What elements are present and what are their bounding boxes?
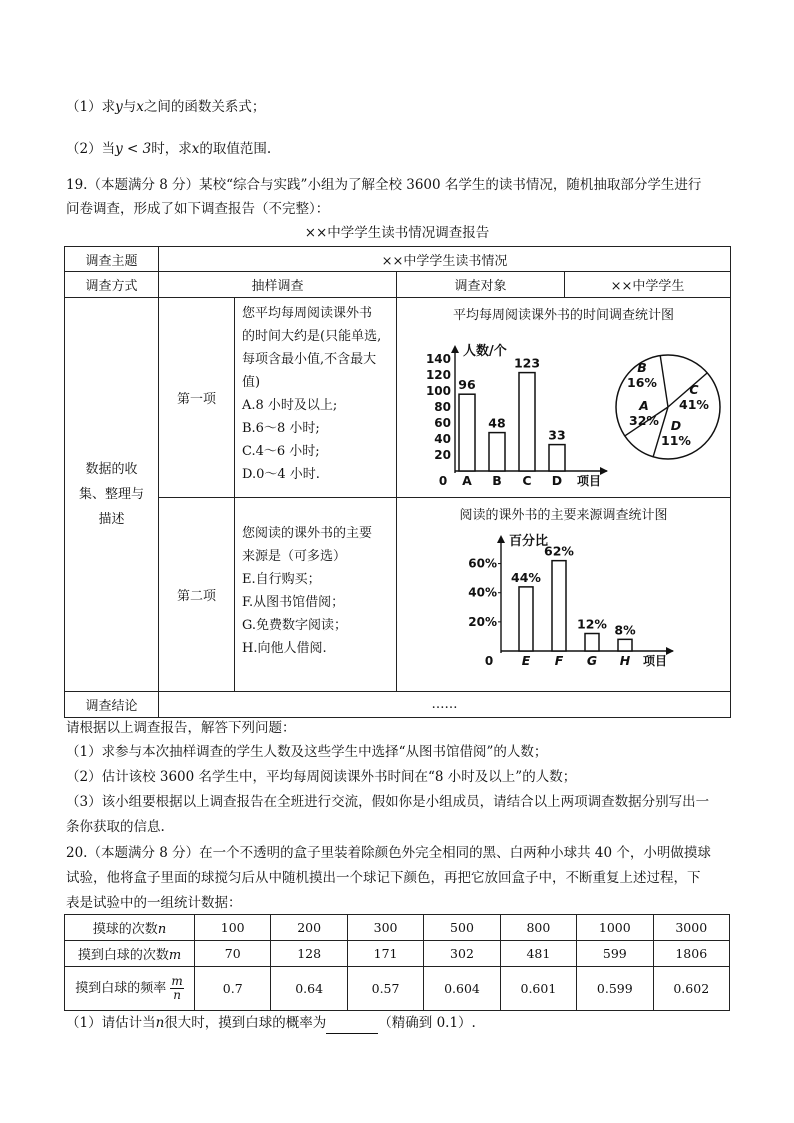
q18-part1: （1）求y与x之间的函数关系式；: [66, 99, 266, 115]
q20-question-1: （1）请估计当n很大时，摸到白球的概率为 （精确到 0.1）.: [66, 1012, 734, 1034]
pie-slice-label: C: [689, 382, 699, 397]
pie-slice-value: 11%: [661, 433, 691, 448]
y-axis-label: 人数/个: [463, 344, 507, 359]
bar-value-label: 96: [458, 377, 476, 393]
pie-slice-label: B: [637, 360, 647, 375]
x-tick-label: E: [521, 653, 531, 668]
n-cell: 3000: [653, 915, 729, 941]
object-label: 调查对象: [397, 272, 565, 298]
y-tick-label: 40%: [468, 585, 497, 600]
origin-label: 0: [484, 654, 494, 668]
y-tick-label: 80: [434, 400, 451, 414]
chart2-title: 阅读的课外书的主要来源调查统计图: [459, 508, 668, 523]
pie-slice-label: D: [670, 418, 682, 433]
f-cell: 0.604: [424, 967, 500, 1011]
method-label: 调查方式: [65, 272, 159, 298]
freq-row-m: [65, 941, 730, 967]
x-tick-label: D: [551, 473, 563, 488]
row-f-label: 摸到白球的频率 $\frac{m}{n}$: [65, 967, 195, 1011]
source-chart-svg: [397, 523, 731, 685]
row-item2: [65, 498, 731, 692]
m-cell: 1806: [653, 941, 729, 967]
n-cell: 300: [347, 915, 423, 941]
method-value: 抽样调查: [159, 272, 397, 298]
report-title: ××中学学生读书情况调查报告: [304, 225, 490, 241]
n-cell: 1000: [577, 915, 653, 941]
conclusion-value: ……: [159, 692, 731, 718]
survey-report-table: [64, 246, 731, 718]
bar-value-label: 8%: [614, 622, 636, 638]
row-method: [65, 272, 731, 298]
q20-intro-line3: 表是试验中的一组统计数据：: [66, 895, 242, 911]
row-item1: [65, 298, 731, 498]
y-tick-label: 60: [434, 416, 451, 430]
q19-question-intro: 请根据以上调查报告，解答下列问题：: [66, 720, 296, 736]
freq-row-f: [65, 967, 730, 1011]
answer-blank[interactable]: [326, 1020, 378, 1034]
x-tick-label: C: [522, 473, 532, 488]
bar-value-label: 62%: [544, 543, 574, 559]
x-axis-label: 项目: [643, 654, 668, 668]
bar: [519, 373, 535, 471]
theme-label: 调查主题: [65, 247, 159, 272]
n-cell: 200: [271, 915, 347, 941]
item2-chart: [397, 498, 731, 692]
x-axis-arrow: [600, 467, 608, 475]
q18-part2: （2）当y < 3时，求x的取值范围.: [66, 141, 272, 157]
row-conclusion: [65, 692, 731, 718]
fraction-m-over-n: $\frac{m}{n}$: [171, 974, 183, 1002]
q19-intro-line2: 问卷调查，形成了如下调查报告（不完整）：: [66, 201, 330, 217]
y-axis-arrow: [451, 345, 459, 353]
pie-slice-value: 41%: [679, 397, 709, 412]
x-tick-label: A: [462, 473, 472, 488]
x-tick-label: B: [492, 473, 502, 488]
x-axis-arrow: [666, 647, 674, 655]
chart1-title: 平均每周阅读课外书的时间调查统计图: [453, 308, 675, 323]
conclusion-label: 调查结论: [65, 692, 159, 718]
f-cell: 0.57: [347, 967, 423, 1011]
bar-value-label: 44%: [511, 569, 541, 585]
y-tick-label: 40: [434, 432, 451, 446]
item1-label: 第一项: [159, 298, 235, 498]
x-axis-label: 项目: [577, 474, 602, 488]
m-cell: 599: [577, 941, 653, 967]
m-cell: 171: [347, 941, 423, 967]
y-tick-label: 20%: [468, 614, 497, 629]
pie-slice-value: 16%: [627, 375, 657, 390]
n-cell: 800: [500, 915, 576, 941]
f-cell: 0.7: [195, 967, 271, 1011]
q20-intro-line1: 20.（本题满分 8 分）在一个不透明的盒子里装着除颜色外完全相同的黑、白两种小球共 40 个，小明做摸球: [66, 845, 711, 861]
f-cell: 0.64: [271, 967, 347, 1011]
m-cell: 128: [271, 941, 347, 967]
object-value: ××中学学生: [565, 272, 731, 298]
bar-value-label: 48: [488, 415, 506, 431]
q20-intro-line2: 试验，他将盒子里面的球搅匀后从中随机摸出一个球记下颜色，再把它放回盒子中，不断重复上述过程，下: [66, 870, 701, 886]
y-tick-label: 140: [425, 352, 451, 366]
n-cell: 500: [424, 915, 500, 941]
q19-intro-line1: 19.（本题满分 8 分）某校“综合与实践”小组为了解全校 3600 名学生的读书情况，随机抽取部分学生进行: [66, 177, 702, 193]
data-label: 数据的收 集、整理与 描述: [65, 298, 159, 692]
item1-charts: [397, 298, 731, 498]
pie-slice-label: A: [639, 398, 649, 413]
f-cell: 0.601: [500, 967, 576, 1011]
m-cell: 70: [195, 941, 271, 967]
bar: [489, 433, 505, 471]
row-m-label: 摸到白球的次数m: [65, 941, 195, 967]
item1-question: 您平均每周阅读课外书 的时间大约是(只能单选, 每项含最小值,不含最大 值) A.8 小时及以上; B.6～8 小时; C.4～6 小时; D.0～4 小时.: [235, 298, 397, 498]
bar-value-label: 12%: [577, 616, 607, 632]
q19-question-1: （1）求参与本次抽样调查的学生人数及这些学生中选择“从图书馆借阅”的人数；: [66, 744, 548, 760]
y-tick-label: 100: [425, 384, 451, 398]
n-cell: 100: [195, 915, 271, 941]
x-tick-label: G: [586, 653, 598, 668]
bar: [585, 634, 599, 651]
m-cell: 302: [424, 941, 500, 967]
f-cell: 0.599: [577, 967, 653, 1011]
q19-question-3-cont: 条你获取的信息.: [66, 819, 165, 835]
q19-question-2: （2）估计该校 3600 名学生中，平均每周阅读课外书时间在“8 小时及以上”的人数；: [66, 769, 577, 785]
x-tick-label: H: [619, 653, 631, 668]
q19-question-3: （3）该小组要根据以上调查报告在全班进行交流，假如你是小组成员，请结合以上两项调查数据分别写出一: [66, 794, 710, 810]
bar: [519, 587, 533, 651]
row-n-label: 摸球的次数n: [65, 915, 195, 941]
freq-row-n: [65, 915, 730, 941]
bar-value-label: 33: [548, 427, 566, 443]
y-axis-arrow: [497, 535, 505, 543]
bar: [459, 394, 475, 471]
bar: [552, 561, 566, 651]
bar-value-label: 123: [513, 355, 541, 371]
frequency-table: [64, 914, 730, 1011]
y-tick-label: 120: [425, 368, 451, 382]
item2-label: 第二项: [159, 498, 235, 692]
origin-label: 0: [438, 474, 448, 488]
time-charts-svg: [397, 323, 731, 493]
f-cell: 0.602: [653, 967, 729, 1011]
item2-question: 您阅读的课外书的主要 来源是（可多选） E.自行购买； F.从图书馆借阅； G.免费数字阅读； H.向他人借阅.: [235, 498, 397, 692]
bar: [618, 639, 632, 651]
y-axis-label: 百分比: [509, 534, 549, 549]
y-tick-label: 20: [434, 448, 451, 462]
pie-slice-value: 32%: [629, 413, 659, 428]
row-theme: [65, 247, 731, 272]
x-tick-label: F: [554, 653, 564, 668]
theme-value: ××中学学生读书情况: [159, 247, 731, 272]
m-cell: 481: [500, 941, 576, 967]
y-tick-label: 60%: [468, 556, 497, 571]
bar: [549, 445, 565, 471]
